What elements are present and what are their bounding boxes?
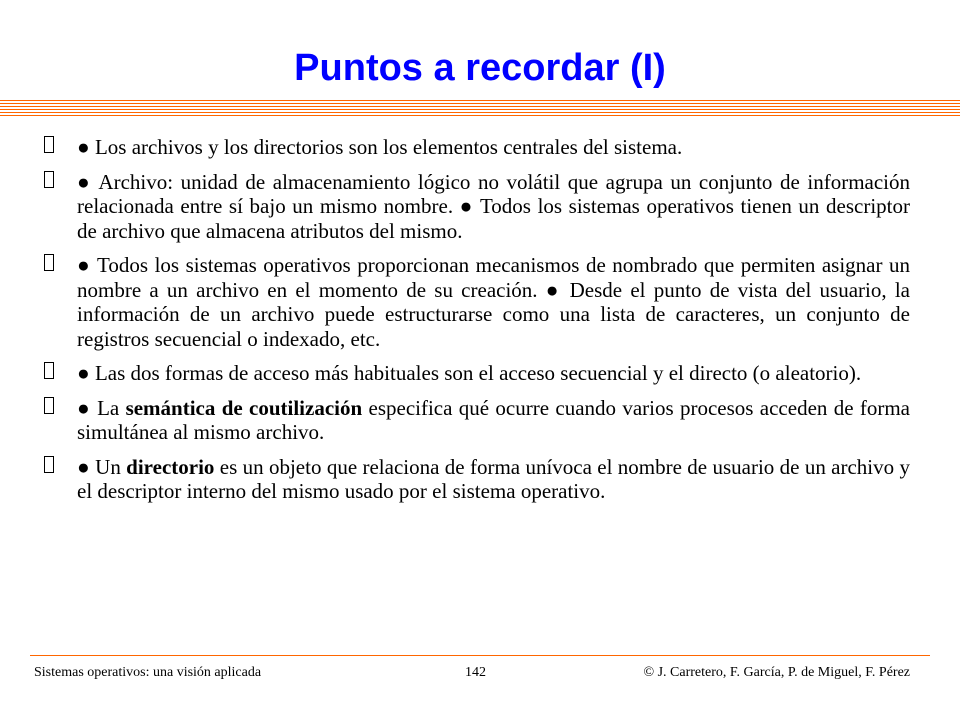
missing-glyph-box-icon: [44, 362, 54, 379]
bullet-text: Los archivos y los directorios son los elementos centrales del sistema.: [89, 135, 683, 159]
bullet-text: Todos los sistemas operativos proporcionan mecanismos de nombrado que permiten asignar un nombre a un archivo en el momento de su creación.: [77, 253, 910, 302]
footer-page-number: 142: [465, 665, 486, 680]
bullet-text: Archivo: unidad de almacenamiento lógico no volátil que agrupa un conjunto de información relacionada entre sí bajo un mismo nombre.: [77, 169, 911, 218]
bold-term: directorio: [126, 454, 215, 479]
bullet-list: [44, 135, 910, 514]
missing-glyph-box-icon: [44, 397, 54, 414]
bullet-dot: ●: [77, 253, 91, 277]
bullet-text: La: [90, 395, 126, 420]
bullet-item: [44, 253, 910, 351]
bullet-item: [44, 170, 910, 244]
bold-term: semántica de coutilización: [125, 395, 363, 420]
bullet-dot: ●: [545, 277, 562, 302]
title-rule: [0, 100, 960, 116]
bullet-text: Desde el punto de vista del usuario, la información de un archivo puede estructurarse como una lista de caracteres, un conjunto de registros secuencial o indexado, etc.: [77, 277, 910, 351]
bullet-item: [44, 135, 910, 160]
footer-book-title: Sistemas operativos: una visión aplicada: [34, 665, 262, 680]
bullet-dot: ●: [77, 135, 90, 159]
footer-copyright: © J. Carretero, F. García, P. de Miguel, F. Pérez: [643, 665, 910, 680]
bullet-dot: ●: [459, 194, 474, 218]
bullet-item: [44, 361, 910, 386]
slide-title: Puntos a recordar (I): [294, 47, 666, 89]
bullet-text: es un objeto que relaciona de forma unívoca el nombre de usuario de un archivo y el descriptor interno del mismo usado por el sistema operativo.: [77, 454, 910, 503]
missing-glyph-box-icon: [44, 254, 54, 271]
bullet-text: Las dos formas de acceso más habituales son el acceso secuencial y el directo (o aleatorio).: [89, 361, 862, 385]
bullet-text: Todos los sistemas operativos tienen un descriptor de archivo que almacena atributos del mismo.: [77, 194, 910, 243]
bullet-text: Un: [89, 454, 127, 479]
missing-glyph-box-icon: [44, 136, 54, 153]
missing-glyph-box-icon: [44, 456, 54, 473]
bullet-dot: ●: [77, 169, 93, 194]
bullet-item: [44, 396, 910, 445]
missing-glyph-box-icon: [44, 171, 54, 188]
bullet-dot: ●: [77, 361, 90, 385]
bullet-item: [44, 455, 910, 504]
bullet-dot: ●: [77, 395, 91, 420]
bullet-text: especifica qué ocurre cuando varios procesos acceden de forma simultánea al mismo archivo.: [77, 395, 910, 444]
footer-rule: [30, 655, 930, 656]
bullet-dot: ●: [77, 454, 90, 479]
